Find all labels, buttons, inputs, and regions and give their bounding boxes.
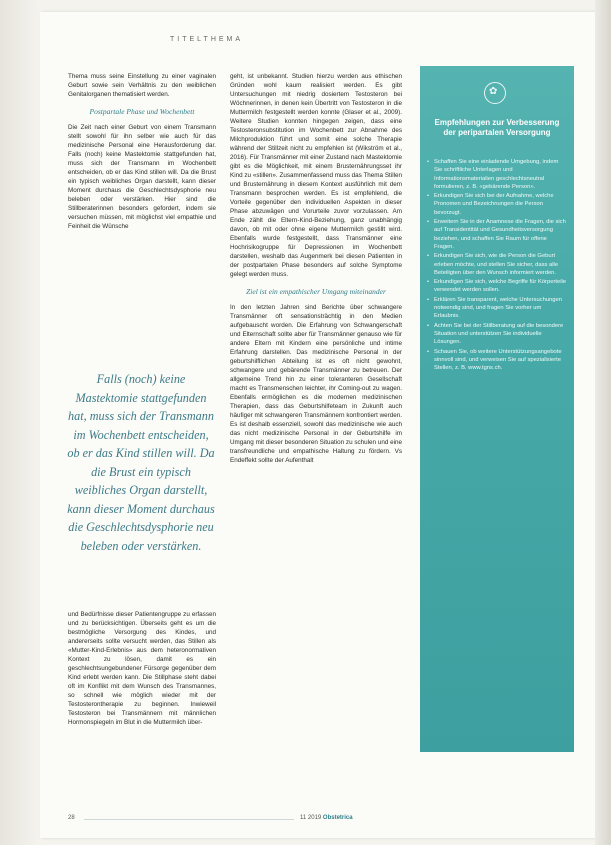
footer-brand: Obstetrica — [322, 815, 353, 821]
list-item: • Erkundigen Sie sich, wie die Person die Geburt erleben möchte, und stellen Sie sicher, dass alle Beteiligten über den Wunsch informiert werden. — [426, 252, 566, 277]
paragraph: und Bedürfnisse dieser Patientengruppe zu erfassen und zu berücksichtigen. Überseits geht es um die bestmögliche Versorgung des Kindes, und andererseits sollte versucht werden, das Stillen als «Mutter-Kind-Erlebnis» aus dem heteronormativen Kontext zu lösen, damit es ein geschlechtsungebundener Fürsorge gegenüber dem Kind erlebt werden kann. Die Stillphase steht dabei oft im Konflikt mit dem Wunsch des Transmannes, so schnell wie möglich wieder mit der Testosterontherapie zu beginnen. Inwieweil Testosteron bei Transmännern mit männlichen Hormonspiegeln im Blut in die Muttermilch über- — [68, 611, 216, 726]
column-2 — [230, 72, 402, 465]
list-item: • Erkundigen Sie sich, welche Begriffe für Körperteile verwendet werden sollen. — [426, 278, 566, 295]
binding-gutter — [0, 0, 40, 845]
subheading: Ziel ist ein empathischer Umgang miteinander — [246, 287, 386, 296]
list-item: • Erklären Sie transparent, welche Untersuchungen notwendig sind, und fragen Sie vorher um Erlaubnis. — [426, 296, 566, 321]
paragraph: In den letzten Jahren sind Berichte über schwangere Transmänner oft sensationsträchtig in den Medien aufgebauscht worden. Die Erfahrung von Schwangerschaft und Elternschaft sollte aber für Transmänner genauso wie für andere Eltern mit Kindern eine persönliche und intime Erfahrung darstellen. Das medizinische Personal in der geburtshilflichen Abteilung ist es oft nicht gewohnt, schwangere und gebärende Transmänner zu betreuen. Der allgemeine Trend hin zu einer toleranteren Gesellschaft macht es Transmenschen leichter, ihr Coming-out zu wagen. Ebenfalls ermöglichen es die modernen medizinischen Therapien, dass das Geburtshilfeteam in Zukunft auch häufiger mit schwangeren Transmännern konfrontiert werden. Es ist deshalb essenziell, sowohl das medizinische wie auch das nicht medizinische Personal in der Geburtshilfe im Umgang mit dieser besonderen Situation zu schulen und eine transfreundliche und empathische Haltung zu fördern. Vs Endeffekt sollte der Aufenthalt — [230, 304, 402, 464]
footer-rule — [84, 819, 294, 820]
subheading: Postpartale Phase und Wochenbett — [89, 107, 195, 116]
paragraph: Die Zeit nach einer Geburt von einem Transmann stellt sowohl für ihn selber wie auch für das medizinische Personal eine Herausforderung dar. Falls (noch) keine Mastektomie stattgefunden hat, muss sich der Transmann im Wochenbett entscheiden, ob er das Kind stillen will. Da die Brust ein typisch weibliches Organ darstellt, kann dieser Moment durchaus die Geschlechtsdysphorie neu beleben oder verstärken. Hier sind die Stillberaterinnen besonders gefordert, indem sie versuchen müssen, mit möglichst viel empathie und Feinheit die Wünsche — [68, 124, 216, 230]
recommendations-box — [420, 66, 574, 752]
list-item: • Achten Sie bei der Stillberatung auf die besondere Situation und unterstützen Sie individuelle Lösungen. — [426, 322, 566, 347]
list-item: • Erkundigen Sie sich bei der Aufnahme, welche Pronomen und Bezeichnungen die Person bevorzugt. — [426, 192, 566, 217]
list-item: • Erweitern Sie in der Anamnese die Fragen, die sich auf Transidentität und Gesundheitsversorgung beziehen, und schaffen Sie Raum für offene Fragen. — [426, 218, 566, 251]
paragraph: Thema muss seine Einstellung zu einer vaginalen Geburt sowie sein Verhältnis zu den weiblichen Genitalorganen thematisiert werden. — [68, 73, 216, 98]
recommendation-list — [426, 158, 566, 373]
list-item: • Schaffen Sie eine einladende Umgebung, indem Sie schriftliche Unterlagen und Informationsmaterialien geschlechtsneutral formulieren, z. B. «gebärende Person». — [426, 158, 566, 191]
section-kicker: TITELTHEMA — [170, 36, 244, 43]
footer-issue: 11 2019 Obstetrica — [300, 815, 353, 821]
page-number: 28 — [68, 815, 75, 821]
column-1-top — [68, 72, 216, 231]
paragraph: geht, ist unbekannt. Studien hierzu werden aus ethischen Gründen wohl kaum realisiert werden. Es gibt Untersuchungen mit niedrig dosiertem Testosteron bei Wöchnerinnen, in denen kein Übertritt von Testosteron in die Muttermilch festgestellt werden konnte (Glaser et al., 2009). Weitere Studien konnten hingegen zeigen, dass eine Testosteronsubstitution im Wochenbett zur Abnahme des Milchproduktion führt und somit eine solche Therapie während der Stillzeit nicht zu empfehlen ist (Wikström et al., 2016). Für Transmänner mit einer Zustand nach Mastektomie gibt es die Möglichkeit, mit einem Brusternährungsset ihr Kind zu «stillen». Zusammenfassend muss das Thema Stillen und Brusternährung in diesem Kontext ausführlich mit dem Transmann besprochen werden. Es ist empfehlend, die Vorteile gegenüber den individuellen Aspekten in dieser Phase abzuwägen und Vorurteile zuvor vorzulassen. Am Ende zählt die Eltern-Kind-Beziehung, ganz unabhängig davon, ob mit oder ohne eigene Muttermilch gestillt wird. Ebenfalls wurde festgestellt, dass Transmänner eine Hochrisikogruppe für Depressionen im Wochenbett darstellen, weshalb das Augenmerk bei diesen Patienten in der postpartalen Phase besonders auf solche Symptome gelegt werden muss. — [230, 73, 402, 278]
info-icon: ✿ — [484, 82, 506, 104]
list-item: • Schauen Sie, ob weitere Unterstützungsangebote sinnvoll sind, und verweisen Sie auf spezialisierte Stellen, z. B. www.tgns.ch. — [426, 348, 566, 373]
column-1-bottom — [68, 610, 216, 727]
page-edge — [595, 0, 611, 845]
box-title: Empfehlungen zur Verbesserung der peripartalen Versorgung — [434, 118, 560, 137]
pull-quote: Falls (noch) keine Mastektomie stattgefunden hat, muss sich der Transmann im Wochenbett entscheiden, ob er das Kind stillen will. Da die Brust ein typisch weibliches Organ darstellt, kann dieser Moment durchaus die Geschlechtsdysphorie neu beleben oder verstärken. — [67, 372, 215, 553]
